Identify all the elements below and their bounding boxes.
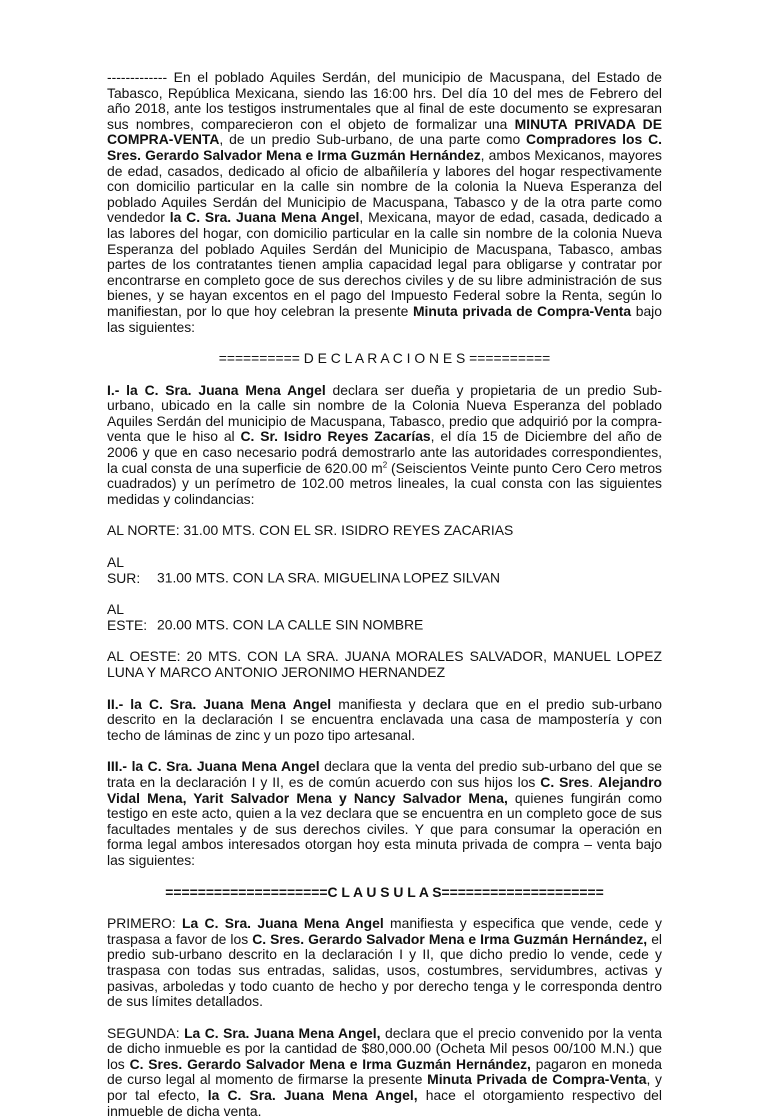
intro-paragraph: ------------- En el poblado Aquiles Serdán, del municipio de Macuspana, del Estado de Tabasco, República Mexicana, siendo las 16:00 hrs. Del día 10 del mes de Febrero del año 2018, ante los testigos instrumentales que al final de este documento se expresaran sus nombres, comparecieron con el objeto de formalizar una MINUTA PRIVADA DE COMPRA-VENTA, de un predio Sub-urbano, de una parte como Compradores los C. Sres. Gerardo Salvador Mena e Irma Guzmán Hernández, ambos Mexicanos, mayores de edad, casados, dedicado al oficio de albañilería y labores del hogar respectivamente con domicilio particular en la calle sin nombre de la colonia la Nueva Esperanza del poblado Aquiles Serdán del Municipio de Macuspana, Tabasco y de la otra parte como vendedor la C. Sra. Juana Mena Angel, Mexicana, mayor de edad, casada, dedicado a las labores del hogar, con domicilio particular en la calle sin nombre de la colonia Nueva Esperanza del poblado Aquiles Serdán del Municipio de Macuspana, Tabasco, ambas partes de los contratantes tienen amplia capacidad legal para obligarse y contratar por encontrarse en completo goce de sus derechos civiles y de su libre administración de sus bienes, y se hayan excentos en el pago del Impuesto Federal sobre la Renta, según lo manifiestan, por lo que hoy celebran la presente Minuta privada de Compra-Venta bajo las siguientes: — [107, 69, 662, 335]
declaracion-3: III.- la C. Sra. Juana Mena Angel declara que la venta del predio sub-urbano del que se trata en la declaración I y II, es de común acuerdo con sus hijos los C. Sres. Alejandro Vidal Mena, Yarit Salvador Mena y Nancy Salvador Mena, quienes fungirán como testigo en este acto, quien a la vez declara que se encuentra en un completo goce de sus facultades mentales y de sus derechos civiles. Y que para consumar la operación en forma legal ambos interesados otorgan hoy esta minuta privada de compra – venta bajo las siguientes: — [107, 758, 663, 868]
declaracion-2: II.- la C. Sra. Juana Mena Angel manifiesta y declara que en el predio sub-urbano descrito en la declaración I se encuentra enclavada una casa de mampostería y con techo de láminas de zinc y un pozo tipo artesanal. — [107, 695, 662, 743]
declaraciones-heading: ========== D E C L A R A C I O N E S ========== — [218, 350, 551, 367]
clausulas-heading: ====================C L A U S U L A S==================== — [165, 883, 604, 900]
colindancia-este: AL ESTE: 20.00 MTS. CON LA CALLE SIN NOMBRE — [107, 601, 424, 633]
clausula-primero: PRIMERO: La C. Sra. Juana Mena Angel manifiesta y especifica que vende, cede y traspasa a favor de los C. Sres. Gerardo Salvador Mena e Irma Guzmán Hernández, el predio sub-urbano descrito en la declaración I y II, que dicho predio lo vende, cede y traspasa con todas sus entradas, salidas, usos, costumbres, servidumbres, activas y pasivas, arboledas y todo cuanto de hecho y por derecho tenga y le corresponda dentro de sus límites detallados. — [107, 915, 663, 1010]
clausula-segunda: SEGUNDA: La C. Sra. Juana Mena Angel, declara que el precio convenido por la venta de dicho inmueble es por la cantidad de $80,000.00 (Ocheta Mil pesos 00/100 M.N.) que los C. Sres. Gerardo Salvador Mena e Irma Guzmán Hernández, pagaron en moneda de curso legal al momento de firmarse la presente Minuta Privada de Compra-Venta, y por tal efecto, la C. Sra. Juana Mena Angel, hace el otorgamiento respectivo del inmueble de dicha venta. — [107, 1024, 663, 1119]
colindancia-sur: AL SUR: 31.00 MTS. CON LA SRA. MIGUELINA LOPEZ SILVAN — [107, 554, 501, 586]
declaracion-1: I.- la C. Sra. Juana Mena Angel declara ser dueña y propietaria de un predio Sub-urbano, ubicado en la calle sin nombre de la Colonia Nueva Esperanza del poblado Aquiles Serdán del municipio de Macuspana, Tabasco, predio que adquirió por la compra-venta que le hiso al C. Sr. Isidro Reyes Zacarías, el día 15 de Diciembre del año de 2006 y que en caso necesario podrá demostrarlo ante las autoridades correspondientes, la cual consta de una superficie de 620.00 $m^2$ (Seiscientos Veinte punto Cero Cero metros cuadrados) y un perímetro de 102.00 metros lineales, la cual consta con las siguientes medidas y colindancias: — [107, 381, 663, 507]
colindancia-norte: AL NORTE: 31.00 MTS. CON EL SR. ISIDRO REYES ZACARIAS — [107, 522, 514, 539]
colindancia-oeste: AL OESTE: 20 MTS. CON LA SRA. JUANA MORALES SALVADOR, MANUEL LOPEZ LUNA Y MARCO ANTONIO JERONIMO HERNANDEZ — [107, 648, 662, 680]
document-page — [107, 70, 662, 1119]
